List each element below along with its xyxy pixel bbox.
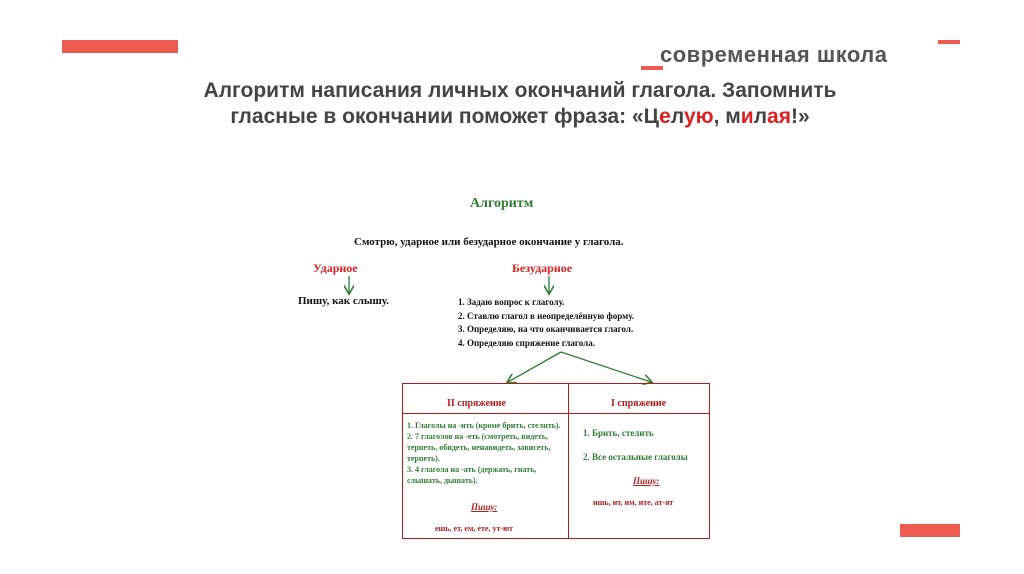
list-item: 1. Глаголы на -ить (кроме брить, стелить). <box>407 421 561 430</box>
list-item: 3. 4 глагола на -ать (держать, гнать, слышать, дышать). <box>407 465 537 485</box>
first-conjugation-endings: ишь, ит, им, ите, ат-ят <box>593 498 674 507</box>
first-conjugation-item: 2. Все остальные глаголы <box>583 452 688 462</box>
brand-label: современная школа <box>660 42 888 67</box>
second-conjugation-header: II спряжение <box>447 398 506 409</box>
step-item: 2. Ставлю глагол в неопределённую форму. <box>458 310 635 321</box>
step-item: 4. Определяю спряжение глагола. <box>458 337 595 348</box>
arrow-to-second-conjugation <box>508 352 561 382</box>
first-conjugation-write-label: Пишу: <box>633 476 660 486</box>
first-conjugation-header: I спряжение <box>611 398 667 409</box>
check-stress-line: Смотрю, ударное или безударное окончание у глагола. <box>354 236 624 248</box>
stressed-label: Ударное <box>313 261 358 275</box>
step-item: 3. Определяю, на что оканчивается глагол. <box>458 324 634 334</box>
conjugation-table <box>402 383 710 539</box>
list-item: 2. 7 глаголов на -еть (смотреть, видеть, терпеть, обидеть, ненавидеть, зависеть, терпеть). <box>407 432 551 463</box>
write-as-heard: Пишу, как слышу. <box>298 295 389 307</box>
title-line-1: Алгоритм написания личных окончаний глагола. Запомнить <box>203 79 837 102</box>
first-conjugation-item: 1. Брить, стелить <box>583 428 654 438</box>
second-conjugation-write-label: Пишу: <box>471 502 498 512</box>
table-divider-horizontal <box>403 413 709 414</box>
unstressed-label: Безударное <box>512 261 573 275</box>
second-conjugation-list <box>407 420 567 486</box>
second-conjugation-endings: ешь, ет, ем, ете, ут-ют <box>435 524 513 533</box>
title-line-2: гласные в окончании поможет фраза: «Целую, милая!» <box>230 105 810 128</box>
step-item: 1. Задаю вопрос к глаголу. <box>458 297 565 307</box>
arrow-to-first-conjugation <box>561 352 651 382</box>
table-divider-vertical <box>568 384 569 538</box>
algorithm-heading: Алгоритм <box>470 196 534 211</box>
